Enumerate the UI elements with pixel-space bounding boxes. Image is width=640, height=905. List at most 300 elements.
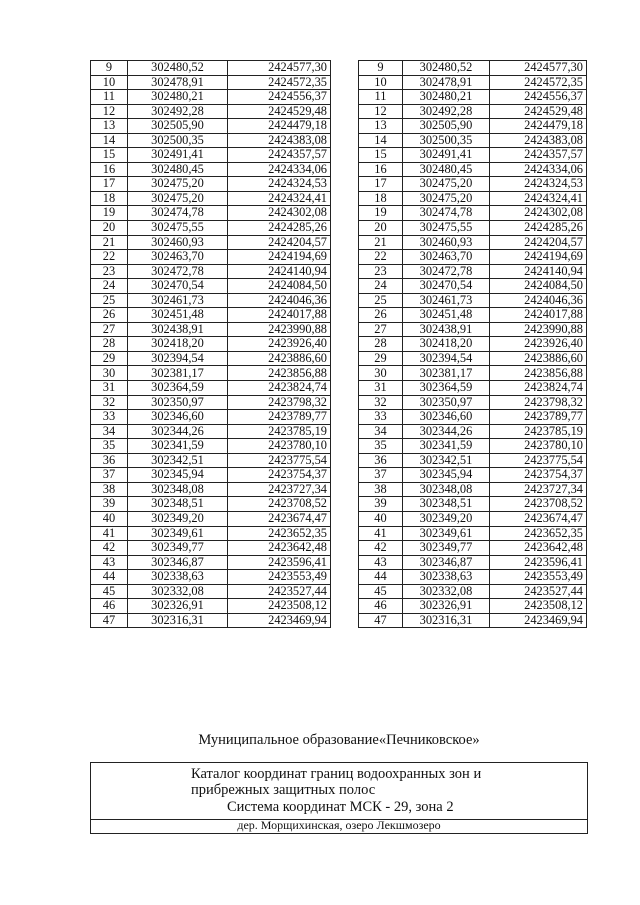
point-number-cell: 9 bbox=[359, 61, 403, 76]
point-number-cell: 40 bbox=[359, 511, 403, 526]
x-coordinate-cell: 302326,91 bbox=[403, 599, 490, 614]
table-row bbox=[359, 75, 587, 90]
table-row bbox=[91, 613, 331, 628]
point-number-cell: 45 bbox=[91, 584, 128, 599]
x-coordinate-cell: 302350,97 bbox=[128, 395, 228, 410]
table-row bbox=[91, 293, 331, 308]
y-coordinate-cell: 2423775,54 bbox=[490, 453, 587, 468]
x-coordinate-cell: 302451,48 bbox=[128, 308, 228, 323]
y-coordinate-cell: 2424572,35 bbox=[490, 75, 587, 90]
table-row bbox=[359, 424, 587, 439]
y-coordinate-cell: 2424017,88 bbox=[490, 308, 587, 323]
point-number-cell: 42 bbox=[359, 541, 403, 556]
table-row bbox=[91, 206, 331, 221]
point-number-cell: 23 bbox=[91, 264, 128, 279]
point-number-cell: 18 bbox=[91, 191, 128, 206]
point-number-cell: 22 bbox=[359, 250, 403, 265]
y-coordinate-cell: 2424324,41 bbox=[490, 191, 587, 206]
table-row bbox=[359, 90, 587, 105]
point-number-cell: 39 bbox=[91, 497, 128, 512]
point-number-cell: 47 bbox=[91, 613, 128, 628]
y-coordinate-cell: 2424046,36 bbox=[228, 293, 331, 308]
y-coordinate-cell: 2424140,94 bbox=[228, 264, 331, 279]
y-coordinate-cell: 2424529,48 bbox=[228, 104, 331, 119]
x-coordinate-cell: 302394,54 bbox=[403, 351, 490, 366]
table-row bbox=[91, 75, 331, 90]
y-coordinate-cell: 2423527,44 bbox=[490, 584, 587, 599]
table-row bbox=[91, 250, 331, 265]
point-number-cell: 30 bbox=[359, 366, 403, 381]
point-number-cell: 31 bbox=[359, 381, 403, 396]
x-coordinate-cell: 302461,73 bbox=[128, 293, 228, 308]
x-coordinate-cell: 302326,91 bbox=[128, 599, 228, 614]
table-row bbox=[359, 482, 587, 497]
point-number-cell: 28 bbox=[91, 337, 128, 352]
x-coordinate-cell: 302346,60 bbox=[403, 410, 490, 425]
coordinates-table-right-body bbox=[359, 61, 587, 628]
table-row bbox=[91, 90, 331, 105]
x-coordinate-cell: 302480,45 bbox=[403, 162, 490, 177]
x-coordinate-cell: 302364,59 bbox=[128, 381, 228, 396]
point-number-cell: 24 bbox=[91, 279, 128, 294]
point-number-cell: 46 bbox=[91, 599, 128, 614]
x-coordinate-cell: 302475,20 bbox=[403, 177, 490, 192]
municipality-title: Муниципальное образование«Печниковское» bbox=[198, 732, 480, 748]
table-row bbox=[359, 584, 587, 599]
x-coordinate-cell: 302344,26 bbox=[128, 424, 228, 439]
point-number-cell: 29 bbox=[91, 351, 128, 366]
y-coordinate-cell: 2424334,06 bbox=[490, 162, 587, 177]
point-number-cell: 9 bbox=[91, 61, 128, 76]
point-number-cell: 18 bbox=[359, 191, 403, 206]
y-coordinate-cell: 2423674,47 bbox=[228, 511, 331, 526]
y-coordinate-cell: 2424334,06 bbox=[228, 162, 331, 177]
point-number-cell: 38 bbox=[359, 482, 403, 497]
table-row bbox=[91, 133, 331, 148]
point-number-cell: 42 bbox=[91, 541, 128, 556]
table-row bbox=[91, 235, 331, 250]
point-number-cell: 33 bbox=[359, 410, 403, 425]
table-row bbox=[91, 526, 331, 541]
y-coordinate-cell: 2423596,41 bbox=[490, 555, 587, 570]
y-coordinate-cell: 2423824,74 bbox=[228, 381, 331, 396]
point-number-cell: 11 bbox=[91, 90, 128, 105]
x-coordinate-cell: 302461,73 bbox=[403, 293, 490, 308]
x-coordinate-cell: 302438,91 bbox=[403, 322, 490, 337]
table-row bbox=[91, 322, 331, 337]
x-coordinate-cell: 302475,20 bbox=[128, 177, 228, 192]
y-coordinate-cell: 2423553,49 bbox=[490, 570, 587, 585]
point-number-cell: 23 bbox=[359, 264, 403, 279]
y-coordinate-cell: 2423754,37 bbox=[228, 468, 331, 483]
x-coordinate-cell: 302505,90 bbox=[403, 119, 490, 134]
table-row bbox=[359, 613, 587, 628]
table-row bbox=[359, 439, 587, 454]
y-coordinate-cell: 2423469,94 bbox=[490, 613, 587, 628]
table-row bbox=[91, 104, 331, 119]
x-coordinate-cell: 302491,41 bbox=[128, 148, 228, 163]
y-coordinate-cell: 2423785,19 bbox=[490, 424, 587, 439]
point-number-cell: 45 bbox=[359, 584, 403, 599]
x-coordinate-cell: 302505,90 bbox=[128, 119, 228, 134]
x-coordinate-cell: 302349,61 bbox=[128, 526, 228, 541]
point-number-cell: 39 bbox=[359, 497, 403, 512]
y-coordinate-cell: 2423508,12 bbox=[228, 599, 331, 614]
table-row bbox=[91, 497, 331, 512]
point-number-cell: 33 bbox=[91, 410, 128, 425]
point-number-cell: 26 bbox=[359, 308, 403, 323]
y-coordinate-cell: 2424324,53 bbox=[228, 177, 331, 192]
y-coordinate-cell: 2424084,50 bbox=[228, 279, 331, 294]
coordinate-system-label: Система координат МСК - 29, зона 2 bbox=[227, 799, 454, 815]
table-row bbox=[91, 395, 331, 410]
y-coordinate-cell: 2423824,74 bbox=[490, 381, 587, 396]
x-coordinate-cell: 302348,08 bbox=[403, 482, 490, 497]
x-coordinate-cell: 302474,78 bbox=[403, 206, 490, 221]
y-coordinate-cell: 2423642,48 bbox=[228, 541, 331, 556]
table-row bbox=[359, 555, 587, 570]
point-number-cell: 21 bbox=[359, 235, 403, 250]
point-number-cell: 40 bbox=[91, 511, 128, 526]
point-number-cell: 10 bbox=[359, 75, 403, 90]
y-coordinate-cell: 2423727,34 bbox=[228, 482, 331, 497]
point-number-cell: 46 bbox=[359, 599, 403, 614]
point-number-cell: 11 bbox=[359, 90, 403, 105]
y-coordinate-cell: 2424383,08 bbox=[228, 133, 331, 148]
table-row bbox=[91, 381, 331, 396]
table-row bbox=[359, 497, 587, 512]
location-label: дер. Морщихинская, озеро Лекшмозеро bbox=[90, 818, 588, 834]
point-number-cell: 19 bbox=[91, 206, 128, 221]
table-row bbox=[91, 308, 331, 323]
x-coordinate-cell: 302463,70 bbox=[128, 250, 228, 265]
y-coordinate-cell: 2423553,49 bbox=[228, 570, 331, 585]
y-coordinate-cell: 2423596,41 bbox=[228, 555, 331, 570]
x-coordinate-cell: 302350,97 bbox=[403, 395, 490, 410]
point-number-cell: 21 bbox=[91, 235, 128, 250]
y-coordinate-cell: 2423926,40 bbox=[228, 337, 331, 352]
x-coordinate-cell: 302438,91 bbox=[128, 322, 228, 337]
table-row bbox=[359, 366, 587, 381]
table-row bbox=[359, 526, 587, 541]
table-row bbox=[91, 351, 331, 366]
x-coordinate-cell: 302451,48 bbox=[403, 308, 490, 323]
y-coordinate-cell: 2424084,50 bbox=[490, 279, 587, 294]
y-coordinate-cell: 2424285,26 bbox=[490, 221, 587, 236]
point-number-cell: 41 bbox=[359, 526, 403, 541]
y-coordinate-cell: 2424302,08 bbox=[490, 206, 587, 221]
x-coordinate-cell: 302472,78 bbox=[403, 264, 490, 279]
table-row bbox=[91, 468, 331, 483]
x-coordinate-cell: 302475,20 bbox=[403, 191, 490, 206]
y-coordinate-cell: 2424572,35 bbox=[228, 75, 331, 90]
table-row bbox=[359, 177, 587, 192]
x-coordinate-cell: 302342,51 bbox=[403, 453, 490, 468]
x-coordinate-cell: 302338,63 bbox=[128, 570, 228, 585]
table-row bbox=[359, 293, 587, 308]
x-coordinate-cell: 302478,91 bbox=[403, 75, 490, 90]
table-row bbox=[91, 162, 331, 177]
y-coordinate-cell: 2424194,69 bbox=[490, 250, 587, 265]
x-coordinate-cell: 302394,54 bbox=[128, 351, 228, 366]
table-row bbox=[359, 570, 587, 585]
x-coordinate-cell: 302381,17 bbox=[403, 366, 490, 381]
table-row bbox=[91, 511, 331, 526]
table-row bbox=[359, 453, 587, 468]
x-coordinate-cell: 302463,70 bbox=[403, 250, 490, 265]
point-number-cell: 24 bbox=[359, 279, 403, 294]
table-row bbox=[359, 191, 587, 206]
table-row bbox=[359, 206, 587, 221]
y-coordinate-cell: 2424479,18 bbox=[490, 119, 587, 134]
point-number-cell: 22 bbox=[91, 250, 128, 265]
table-row bbox=[359, 308, 587, 323]
table-row bbox=[91, 148, 331, 163]
y-coordinate-cell: 2424556,37 bbox=[228, 90, 331, 105]
y-coordinate-cell: 2424357,57 bbox=[490, 148, 587, 163]
table-row bbox=[359, 221, 587, 236]
y-coordinate-cell: 2423775,54 bbox=[228, 453, 331, 468]
table-row bbox=[91, 584, 331, 599]
y-coordinate-cell: 2423798,32 bbox=[490, 395, 587, 410]
x-coordinate-cell: 302345,94 bbox=[128, 468, 228, 483]
y-coordinate-cell: 2424529,48 bbox=[490, 104, 587, 119]
table-row bbox=[91, 264, 331, 279]
y-coordinate-cell: 2424556,37 bbox=[490, 90, 587, 105]
point-number-cell: 43 bbox=[91, 555, 128, 570]
point-number-cell: 15 bbox=[91, 148, 128, 163]
x-coordinate-cell: 302346,87 bbox=[128, 555, 228, 570]
point-number-cell: 41 bbox=[91, 526, 128, 541]
point-number-cell: 19 bbox=[359, 206, 403, 221]
table-row bbox=[91, 61, 331, 76]
y-coordinate-cell: 2424324,41 bbox=[228, 191, 331, 206]
table-row bbox=[359, 104, 587, 119]
table-row bbox=[91, 555, 331, 570]
y-coordinate-cell: 2424046,36 bbox=[490, 293, 587, 308]
x-coordinate-cell: 302349,77 bbox=[403, 541, 490, 556]
y-coordinate-cell: 2423856,88 bbox=[490, 366, 587, 381]
x-coordinate-cell: 302470,54 bbox=[403, 279, 490, 294]
point-number-cell: 13 bbox=[91, 119, 128, 134]
y-coordinate-cell: 2424357,57 bbox=[228, 148, 331, 163]
table-row bbox=[359, 279, 587, 294]
y-coordinate-cell: 2423708,52 bbox=[228, 497, 331, 512]
y-coordinate-cell: 2423886,60 bbox=[228, 351, 331, 366]
point-number-cell: 26 bbox=[91, 308, 128, 323]
point-number-cell: 10 bbox=[91, 75, 128, 90]
x-coordinate-cell: 302418,20 bbox=[128, 337, 228, 352]
table-row bbox=[359, 61, 587, 76]
point-number-cell: 25 bbox=[359, 293, 403, 308]
x-coordinate-cell: 302341,59 bbox=[128, 439, 228, 454]
table-row bbox=[359, 162, 587, 177]
y-coordinate-cell: 2424204,57 bbox=[490, 235, 587, 250]
point-number-cell: 15 bbox=[359, 148, 403, 163]
x-coordinate-cell: 302500,35 bbox=[403, 133, 490, 148]
y-coordinate-cell: 2424577,30 bbox=[490, 61, 587, 76]
point-number-cell: 44 bbox=[359, 570, 403, 585]
y-coordinate-cell: 2423708,52 bbox=[490, 497, 587, 512]
coordinates-table-left-body bbox=[91, 61, 331, 628]
point-number-cell: 36 bbox=[91, 453, 128, 468]
x-coordinate-cell: 302332,08 bbox=[128, 584, 228, 599]
y-coordinate-cell: 2424479,18 bbox=[228, 119, 331, 134]
point-number-cell: 28 bbox=[359, 337, 403, 352]
y-coordinate-cell: 2423508,12 bbox=[490, 599, 587, 614]
x-coordinate-cell: 302475,55 bbox=[403, 221, 490, 236]
table-row bbox=[359, 250, 587, 265]
y-coordinate-cell: 2424577,30 bbox=[228, 61, 331, 76]
x-coordinate-cell: 302346,60 bbox=[128, 410, 228, 425]
x-coordinate-cell: 302470,54 bbox=[128, 279, 228, 294]
point-number-cell: 20 bbox=[359, 221, 403, 236]
y-coordinate-cell: 2424017,88 bbox=[228, 308, 331, 323]
y-coordinate-cell: 2423785,19 bbox=[228, 424, 331, 439]
x-coordinate-cell: 302338,63 bbox=[403, 570, 490, 585]
coordinates-table-right bbox=[358, 60, 587, 628]
point-number-cell: 27 bbox=[359, 322, 403, 337]
point-number-cell: 13 bbox=[359, 119, 403, 134]
x-coordinate-cell: 302316,31 bbox=[128, 613, 228, 628]
table-row bbox=[91, 119, 331, 134]
point-number-cell: 34 bbox=[359, 424, 403, 439]
coordinates-table-left bbox=[90, 60, 331, 628]
y-coordinate-cell: 2423754,37 bbox=[490, 468, 587, 483]
y-coordinate-cell: 2423856,88 bbox=[228, 366, 331, 381]
table-row bbox=[359, 468, 587, 483]
point-number-cell: 32 bbox=[91, 395, 128, 410]
table-row bbox=[359, 381, 587, 396]
x-coordinate-cell: 302480,21 bbox=[128, 90, 228, 105]
y-coordinate-cell: 2423780,10 bbox=[490, 439, 587, 454]
y-coordinate-cell: 2424285,26 bbox=[228, 221, 331, 236]
x-coordinate-cell: 302492,28 bbox=[128, 104, 228, 119]
point-number-cell: 30 bbox=[91, 366, 128, 381]
table-row bbox=[359, 148, 587, 163]
point-number-cell: 43 bbox=[359, 555, 403, 570]
point-number-cell: 32 bbox=[359, 395, 403, 410]
point-number-cell: 36 bbox=[359, 453, 403, 468]
x-coordinate-cell: 302348,08 bbox=[128, 482, 228, 497]
table-row bbox=[359, 599, 587, 614]
catalog-title-line2: прибрежных защитных полос bbox=[191, 782, 376, 798]
y-coordinate-cell: 2424140,94 bbox=[490, 264, 587, 279]
y-coordinate-cell: 2424324,53 bbox=[490, 177, 587, 192]
x-coordinate-cell: 302381,17 bbox=[128, 366, 228, 381]
x-coordinate-cell: 302342,51 bbox=[128, 453, 228, 468]
point-number-cell: 29 bbox=[359, 351, 403, 366]
x-coordinate-cell: 302332,08 bbox=[403, 584, 490, 599]
table-row bbox=[91, 366, 331, 381]
catalog-title-line1: Каталог координат границ водоохранных зон и bbox=[191, 766, 482, 782]
x-coordinate-cell: 302500,35 bbox=[128, 133, 228, 148]
point-number-cell: 14 bbox=[359, 133, 403, 148]
table-row bbox=[91, 279, 331, 294]
y-coordinate-cell: 2423674,47 bbox=[490, 511, 587, 526]
x-coordinate-cell: 302341,59 bbox=[403, 439, 490, 454]
table-row bbox=[359, 322, 587, 337]
x-coordinate-cell: 302418,20 bbox=[403, 337, 490, 352]
x-coordinate-cell: 302491,41 bbox=[403, 148, 490, 163]
y-coordinate-cell: 2423789,77 bbox=[228, 410, 331, 425]
point-number-cell: 35 bbox=[91, 439, 128, 454]
point-number-cell: 17 bbox=[91, 177, 128, 192]
x-coordinate-cell: 302475,55 bbox=[128, 221, 228, 236]
table-row bbox=[359, 511, 587, 526]
x-coordinate-cell: 302344,26 bbox=[403, 424, 490, 439]
point-number-cell: 14 bbox=[91, 133, 128, 148]
point-number-cell: 16 bbox=[91, 162, 128, 177]
table-row bbox=[91, 453, 331, 468]
table-row bbox=[359, 337, 587, 352]
table-row bbox=[359, 119, 587, 134]
table-row bbox=[359, 264, 587, 279]
x-coordinate-cell: 302475,20 bbox=[128, 191, 228, 206]
point-number-cell: 37 bbox=[359, 468, 403, 483]
table-row bbox=[91, 439, 331, 454]
table-row bbox=[359, 133, 587, 148]
point-number-cell: 37 bbox=[91, 468, 128, 483]
y-coordinate-cell: 2423798,32 bbox=[228, 395, 331, 410]
table-row bbox=[91, 177, 331, 192]
point-number-cell: 34 bbox=[91, 424, 128, 439]
y-coordinate-cell: 2423652,35 bbox=[490, 526, 587, 541]
catalog-header-box bbox=[90, 762, 588, 820]
y-coordinate-cell: 2424383,08 bbox=[490, 133, 587, 148]
point-number-cell: 25 bbox=[91, 293, 128, 308]
point-number-cell: 47 bbox=[359, 613, 403, 628]
x-coordinate-cell: 302349,20 bbox=[403, 511, 490, 526]
point-number-cell: 20 bbox=[91, 221, 128, 236]
point-number-cell: 17 bbox=[359, 177, 403, 192]
x-coordinate-cell: 302472,78 bbox=[128, 264, 228, 279]
table-row bbox=[91, 541, 331, 556]
y-coordinate-cell: 2423652,35 bbox=[228, 526, 331, 541]
point-number-cell: 12 bbox=[91, 104, 128, 119]
x-coordinate-cell: 302474,78 bbox=[128, 206, 228, 221]
table-row bbox=[359, 351, 587, 366]
y-coordinate-cell: 2423789,77 bbox=[490, 410, 587, 425]
point-number-cell: 31 bbox=[91, 381, 128, 396]
x-coordinate-cell: 302480,52 bbox=[403, 61, 490, 76]
x-coordinate-cell: 302460,93 bbox=[128, 235, 228, 250]
point-number-cell: 38 bbox=[91, 482, 128, 497]
x-coordinate-cell: 302364,59 bbox=[403, 381, 490, 396]
y-coordinate-cell: 2423469,94 bbox=[228, 613, 331, 628]
point-number-cell: 16 bbox=[359, 162, 403, 177]
table-row bbox=[359, 410, 587, 425]
x-coordinate-cell: 302478,91 bbox=[128, 75, 228, 90]
x-coordinate-cell: 302480,52 bbox=[128, 61, 228, 76]
y-coordinate-cell: 2423886,60 bbox=[490, 351, 587, 366]
x-coordinate-cell: 302348,51 bbox=[128, 497, 228, 512]
x-coordinate-cell: 302345,94 bbox=[403, 468, 490, 483]
y-coordinate-cell: 2423990,88 bbox=[490, 322, 587, 337]
x-coordinate-cell: 302480,45 bbox=[128, 162, 228, 177]
y-coordinate-cell: 2423727,34 bbox=[490, 482, 587, 497]
x-coordinate-cell: 302492,28 bbox=[403, 104, 490, 119]
table-row bbox=[91, 410, 331, 425]
x-coordinate-cell: 302349,20 bbox=[128, 511, 228, 526]
y-coordinate-cell: 2423642,48 bbox=[490, 541, 587, 556]
y-coordinate-cell: 2423990,88 bbox=[228, 322, 331, 337]
table-row bbox=[359, 235, 587, 250]
table-row bbox=[91, 424, 331, 439]
x-coordinate-cell: 302460,93 bbox=[403, 235, 490, 250]
table-row bbox=[91, 337, 331, 352]
table-row bbox=[359, 395, 587, 410]
